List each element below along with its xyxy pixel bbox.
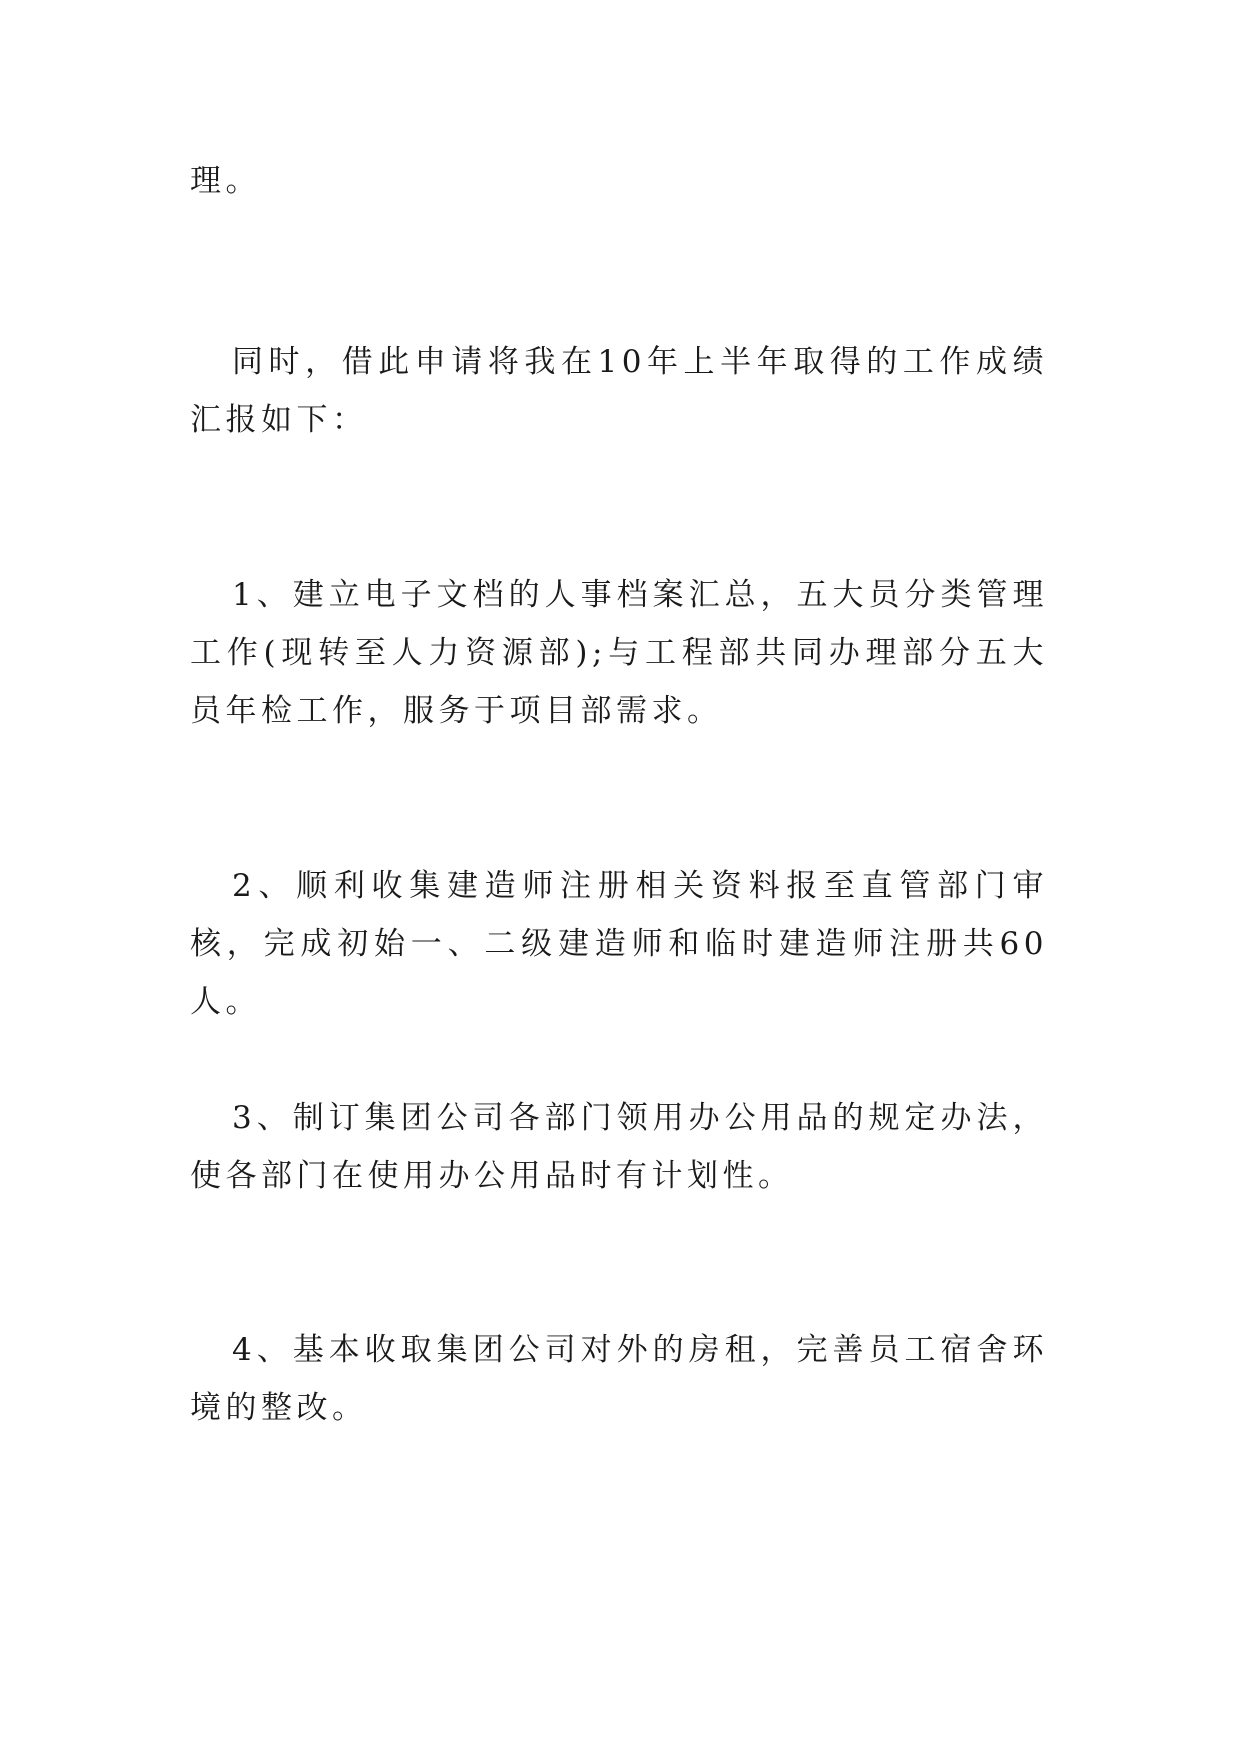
list-item-1: 1、建立电子文档的人事档案汇总，五大员分类管理工作(现转至人力资源部);与工程部共同办理部分五大员年检工作，服务于项目部需求。: [190, 577, 1048, 729]
list-item-4: 4、基本收取集团公司对外的房租，完善员工宿舍环境的整改。: [190, 1332, 1048, 1426]
list-item-2: 2、顺利收集建造师注册相关资料报至直管部门审核，完成初始一、二级建造师和临时建造师注册共60人。: [190, 868, 1048, 1020]
continuation-paragraph: 理。: [190, 163, 261, 199]
list-item-3: 3、制订集团公司各部门领用办公用品的规定办法，使各部门在使用办公用品时有计划性。: [190, 1100, 1048, 1194]
intro-paragraph: 同时，借此申请将我在10年上半年取得的工作成绩汇报如下：: [190, 344, 1048, 438]
